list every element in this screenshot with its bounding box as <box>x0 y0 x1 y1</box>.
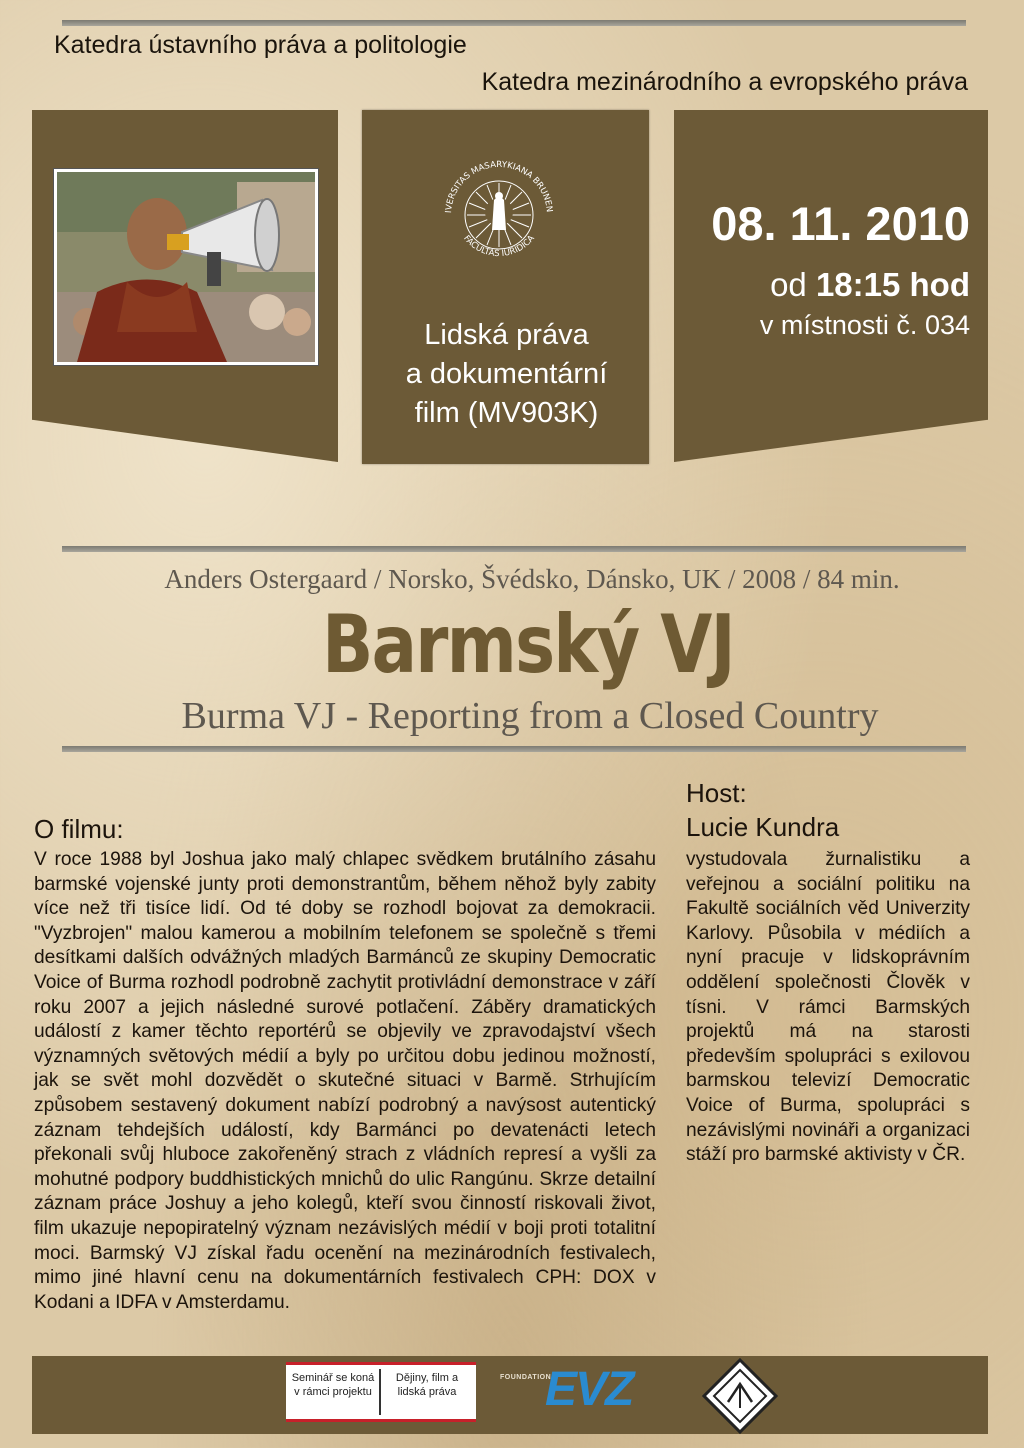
film-title: Barmský VJ <box>322 598 734 691</box>
course-line-1: Lidská práva <box>424 319 589 351</box>
host-text: vystudovala žurnalistiku a veřejnou a sociální politiku na Fakultě sociálních věd Univerzity Karlovy. Působila v médiích a nyní pracuje v lidskoprávním oddělení společnosti Člověk v tísni. V rámci Barmských projektů má na starosti především spolupráci s exilovou barmskou televizí Democratic Voice of Burma, spolupráci s nezávislými novináři a organizaci stáží pro barmské aktivisty v ČR. <box>686 849 970 1166</box>
film-subtitle: Burma VJ - Reporting from a Closed Country <box>181 695 879 737</box>
seminar-project-logo <box>286 1362 476 1422</box>
department-line-2: Katedra mezinárodního a evropského práva <box>481 68 968 96</box>
evz-foundation-label: FOUNDATION <box>500 1374 552 1381</box>
seminar-left-text: Seminář se koná v rámci projektu <box>291 1372 375 1398</box>
title-rule-bottom <box>62 746 966 752</box>
host-name: Lucie Kundra <box>686 812 840 842</box>
event-time-prefix: od <box>770 266 807 303</box>
seminar-right-text: Dějiny, film a lidská práva <box>395 1372 459 1398</box>
course-title <box>364 316 649 433</box>
film-photo <box>53 168 319 366</box>
about-heading: O filmu: <box>34 814 124 844</box>
svg-text:UNIVERSITAS MASARYKIANA BRUNEN: IVERSITAS MASARYKIANA BRUNEN <box>444 159 554 214</box>
host-heading: Host: <box>686 778 747 808</box>
event-time-value: 18:15 hod <box>815 266 970 303</box>
event-date: 08. 11. 2010 <box>711 197 970 250</box>
university-seal-logo <box>434 150 564 280</box>
seminar-divider <box>379 1369 381 1415</box>
clovek-v-tisni-logo <box>700 1356 780 1436</box>
footer-bar <box>32 1356 988 1434</box>
svg-text:FACULTAS IURIDICA: FACULTAS IURIDICA <box>461 233 537 260</box>
evz-logo: EVZ <box>545 1363 633 1416</box>
event-time <box>770 266 970 304</box>
about-text: V roce 1988 byl Joshua jako malý chlapec svědkem brutálního zásahu barmské vojenské junty proti demonstrantům, během něhož byly zabity více než tři tisíce lidí. Od té doby se rozhodl bojovat za demokracii. "Vyzbrojen" malou kamerou a mobilním telefonem se společně s třemi desítkami dalších odvážných mladých Barmánců ze skupiny Democratic Voice of Burma rozhodl podrobně zachytit protivládní demonstrace v září roku 2007 a jejich následné surové potlačení. Záběry dramatických událostí z kamer těchto reportérů se objevily ve zpravodajství všech významných světových médií a byly po určitou dobu jedinou možností, jak se svět mohl dozvědět o skutečné situaci v Barmě. Strhujícím způsobem sestavený dokument nabízí podrobný a navýsost autentický záznam tehdejších událostí, kdy Barmánci po devatenácti letech překonali svůj hluboce zakořeněný strach z vládních represí a vyšli za mohutné podpory buddhistických mnichů do ulic Rangúnu. Skrze detailní záznam práce Joshuy a jeho kolegů, kteří svou činností riskovali život, film ukazuje nepopiratelný význam nezávislých médií v boji proti totalitní moci. Barmský VJ získal řadu ocenění na mezinárodních festivalech, mimo jiné hlavní cenu na dokumentárních festivalech CPH: DOX v Kodani a IDFA v Amsterdamu. <box>34 849 656 1313</box>
event-room: v místnosti č. 034 <box>759 310 970 340</box>
course-line-2: a dokumentární <box>405 358 608 390</box>
department-line-1: Katedra ústavního práva a politologie <box>54 31 467 59</box>
title-rule-top <box>62 546 966 552</box>
film-credits: Anders Ostergaard / Norsko, Švédsko, Dánsko, UK / 2008 / 84 min. <box>164 564 900 594</box>
course-line-3: film (MV903K) <box>414 397 599 429</box>
top-rule <box>62 20 966 26</box>
